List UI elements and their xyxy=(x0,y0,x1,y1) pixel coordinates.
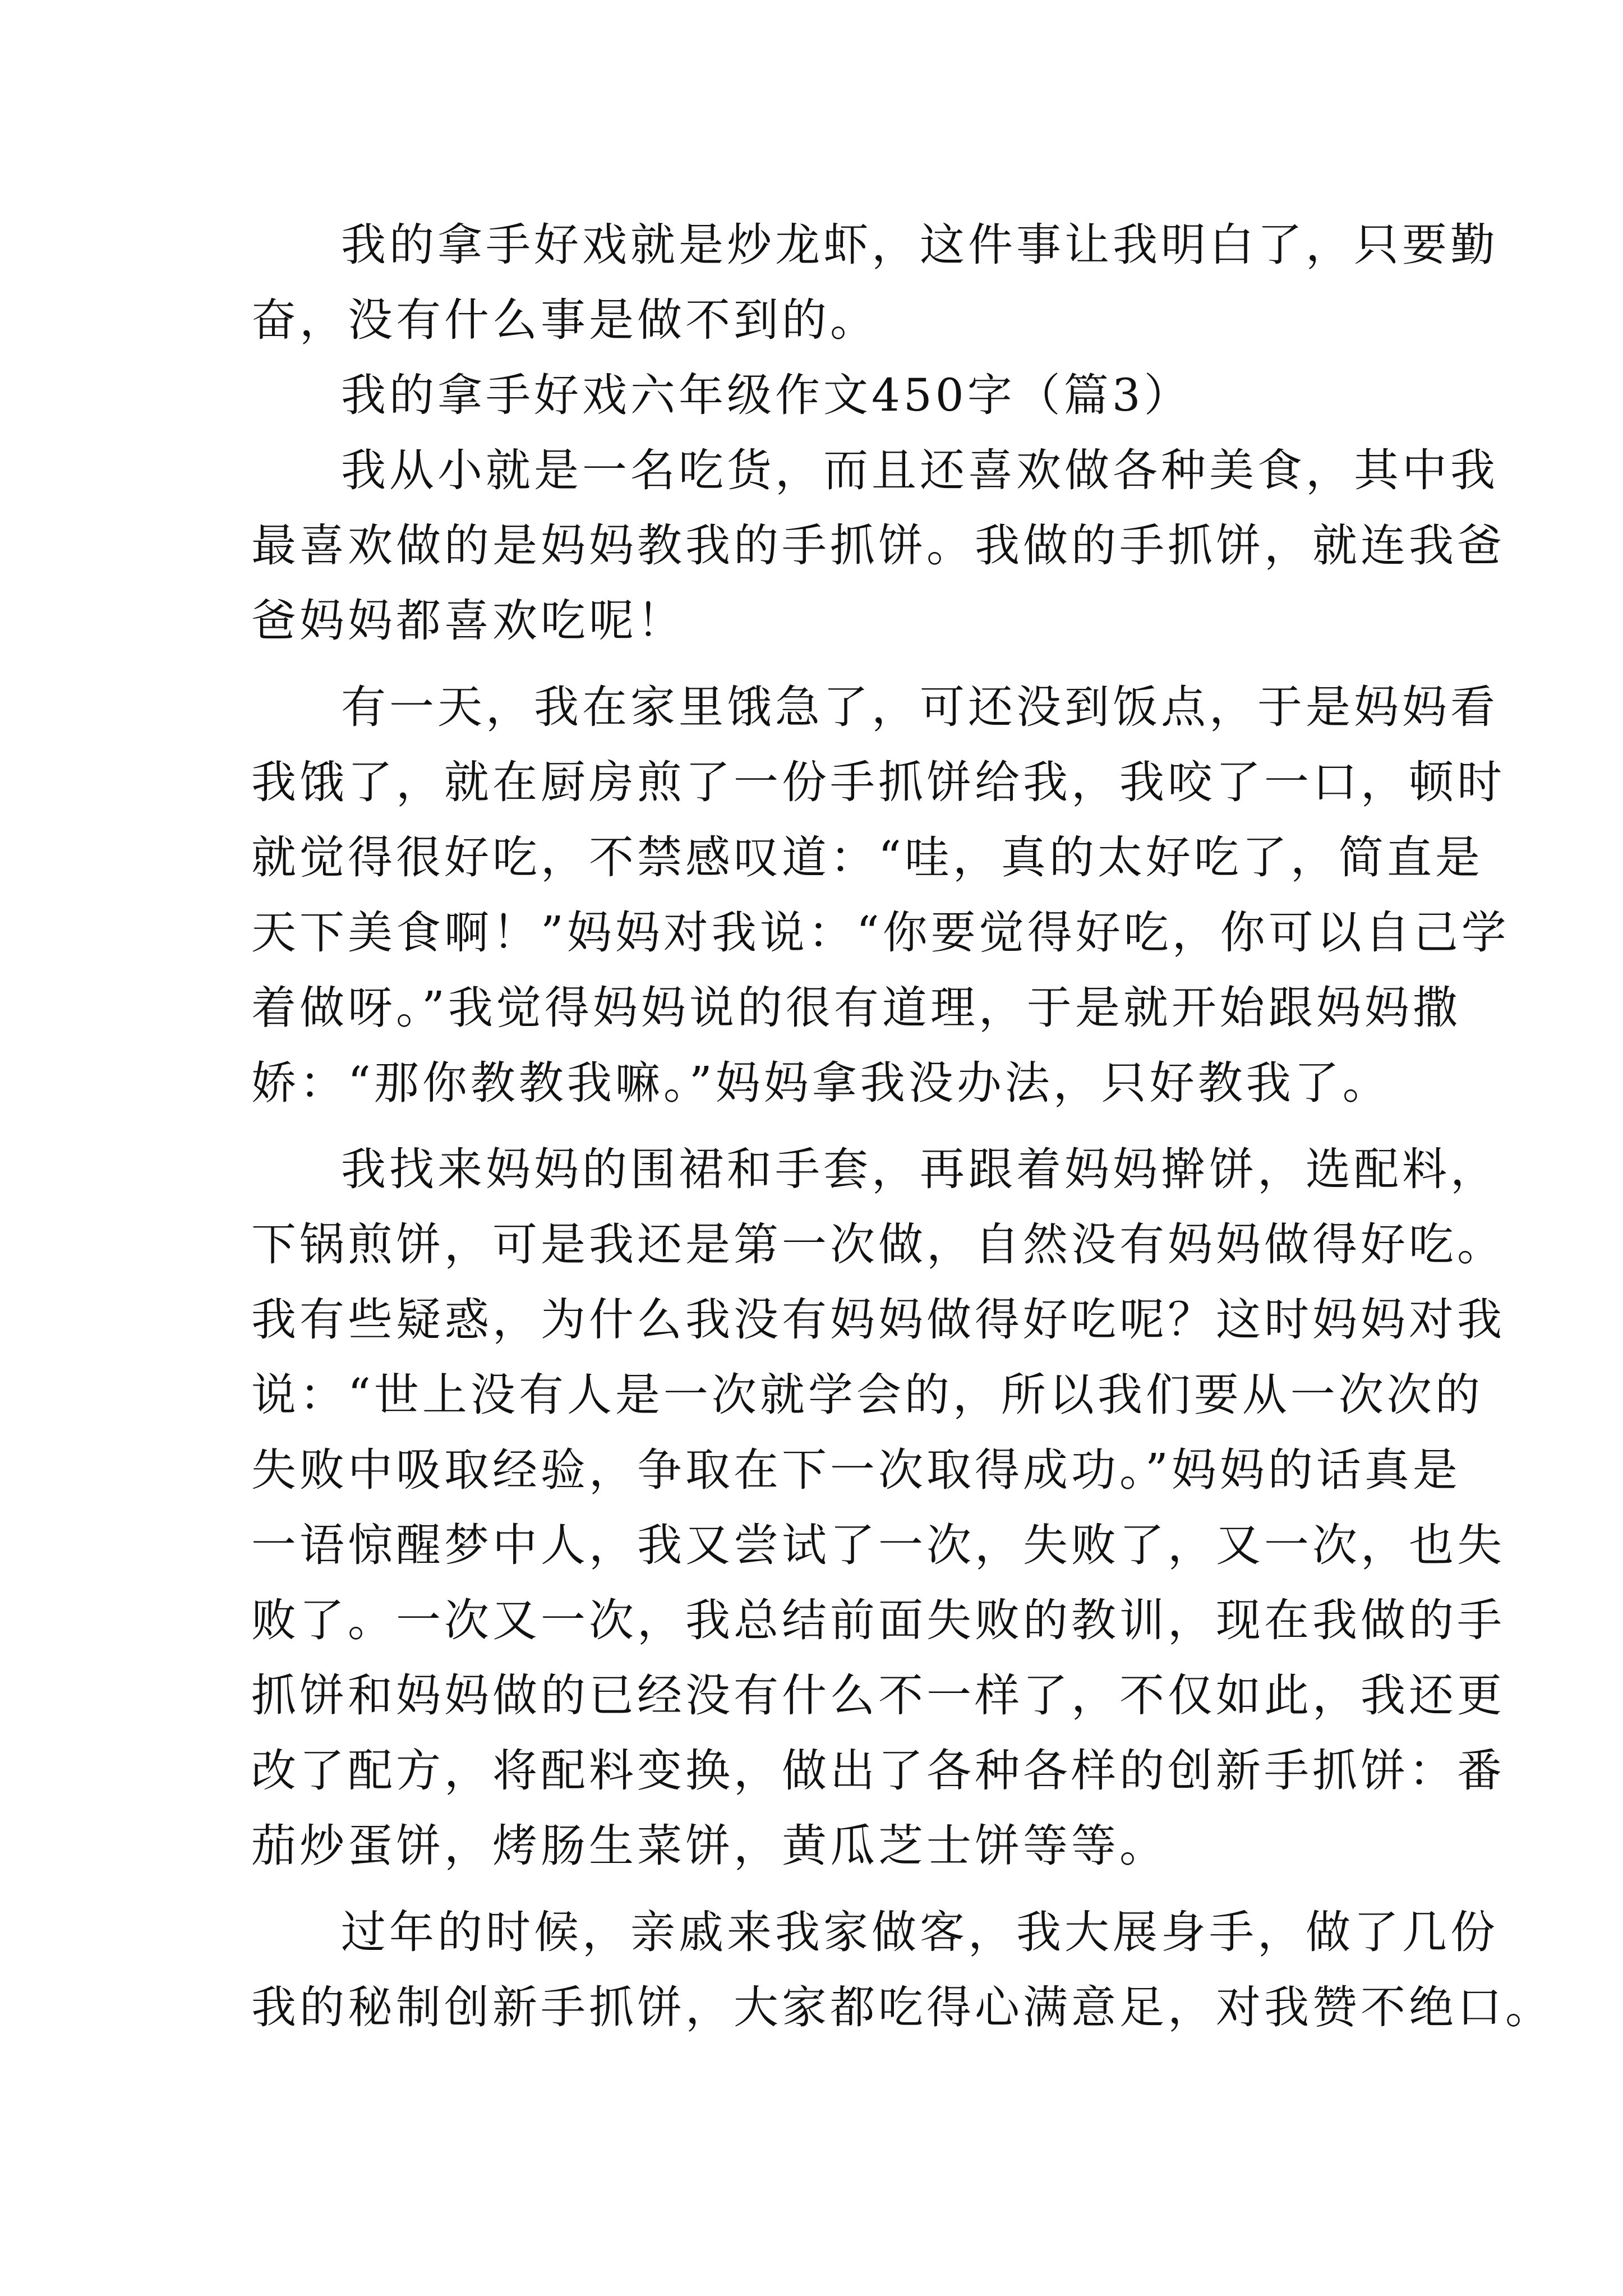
text-line: 茄炒蛋饼，烤肠生菜饼，黄瓜芝士饼等等。 xyxy=(251,1820,1168,1872)
text-line: 天下美食啊！”妈妈对我说：“你要觉得好吃，你可以自己学 xyxy=(251,907,1510,959)
text-line: 我的秘制创新手抓饼，大家都吃得心满意足，对我赞不绝口。 xyxy=(251,1981,1553,2033)
text-line: 说：“世上没有人是一次就学会的，所以我们要从一次次的 xyxy=(251,1369,1483,1421)
text-line: 抓饼和妈妈做的已经没有什么不一样了，不仅如此，我还更 xyxy=(251,1669,1505,1722)
text-line: 败了。一次又一次，我总结前面失败的教训，现在我做的手 xyxy=(251,1594,1505,1646)
text-line: 奋，没有什么事是做不到的。 xyxy=(251,294,878,346)
text-line: 着做呀。”我觉得妈妈说的很有道理，于是就开始跟妈妈撒 xyxy=(251,982,1461,1034)
text-line: 我从小就是一名吃货，而且还喜欢做各种美食，其中我 xyxy=(341,444,1498,496)
essay-heading: 我的拿手好戏六年级作文450字（篇3） xyxy=(341,369,1192,421)
text-line: 最喜欢做的是妈妈教我的手抓饼。我做的手抓饼，就连我爸 xyxy=(251,519,1505,572)
text-line: 娇：“那你教教我嘛。”妈妈拿我没办法，只好教我了。 xyxy=(251,1057,1391,1109)
text-line: 爸妈妈都喜欢吃呢！ xyxy=(251,595,685,647)
text-line: 我有些疑惑，为什么我没有妈妈做得好吃呢？这时妈妈对我 xyxy=(251,1294,1505,1346)
text-line: 就觉得很好吃，不禁感叹道：“哇，真的太好吃了，简直是 xyxy=(251,831,1483,884)
text-line: 我的拿手好戏就是炒龙虾，这件事让我明白了，只要勤 xyxy=(341,219,1498,271)
text-line: 失败中吸取经验，争取在下一次取得成功。”妈妈的话真是 xyxy=(251,1444,1461,1496)
text-line: 改了配方，将配料变换，做出了各种各样的创新手抓饼：番 xyxy=(251,1745,1505,1797)
essay-body xyxy=(251,208,1553,2045)
text-line: 过年的时候，亲戚来我家做客，我大展身手，做了几份 xyxy=(341,1906,1498,1958)
text-line: 一语惊醒梦中人，我又尝试了一次，失败了，又一次，也失 xyxy=(251,1519,1505,1571)
text-line: 有一天，我在家里饿急了，可还没到饭点，于是妈妈看 xyxy=(341,681,1498,733)
text-line: 我找来妈妈的围裙和手套，再跟着妈妈擀饼，选配料， xyxy=(341,1143,1498,1195)
text-line: 我饿了，就在厨房煎了一份手抓饼给我，我咬了一口，顿时 xyxy=(251,756,1505,808)
text-line: 下锅煎饼，可是我还是第一次做，自然没有妈妈做得好吃。 xyxy=(251,1218,1505,1271)
